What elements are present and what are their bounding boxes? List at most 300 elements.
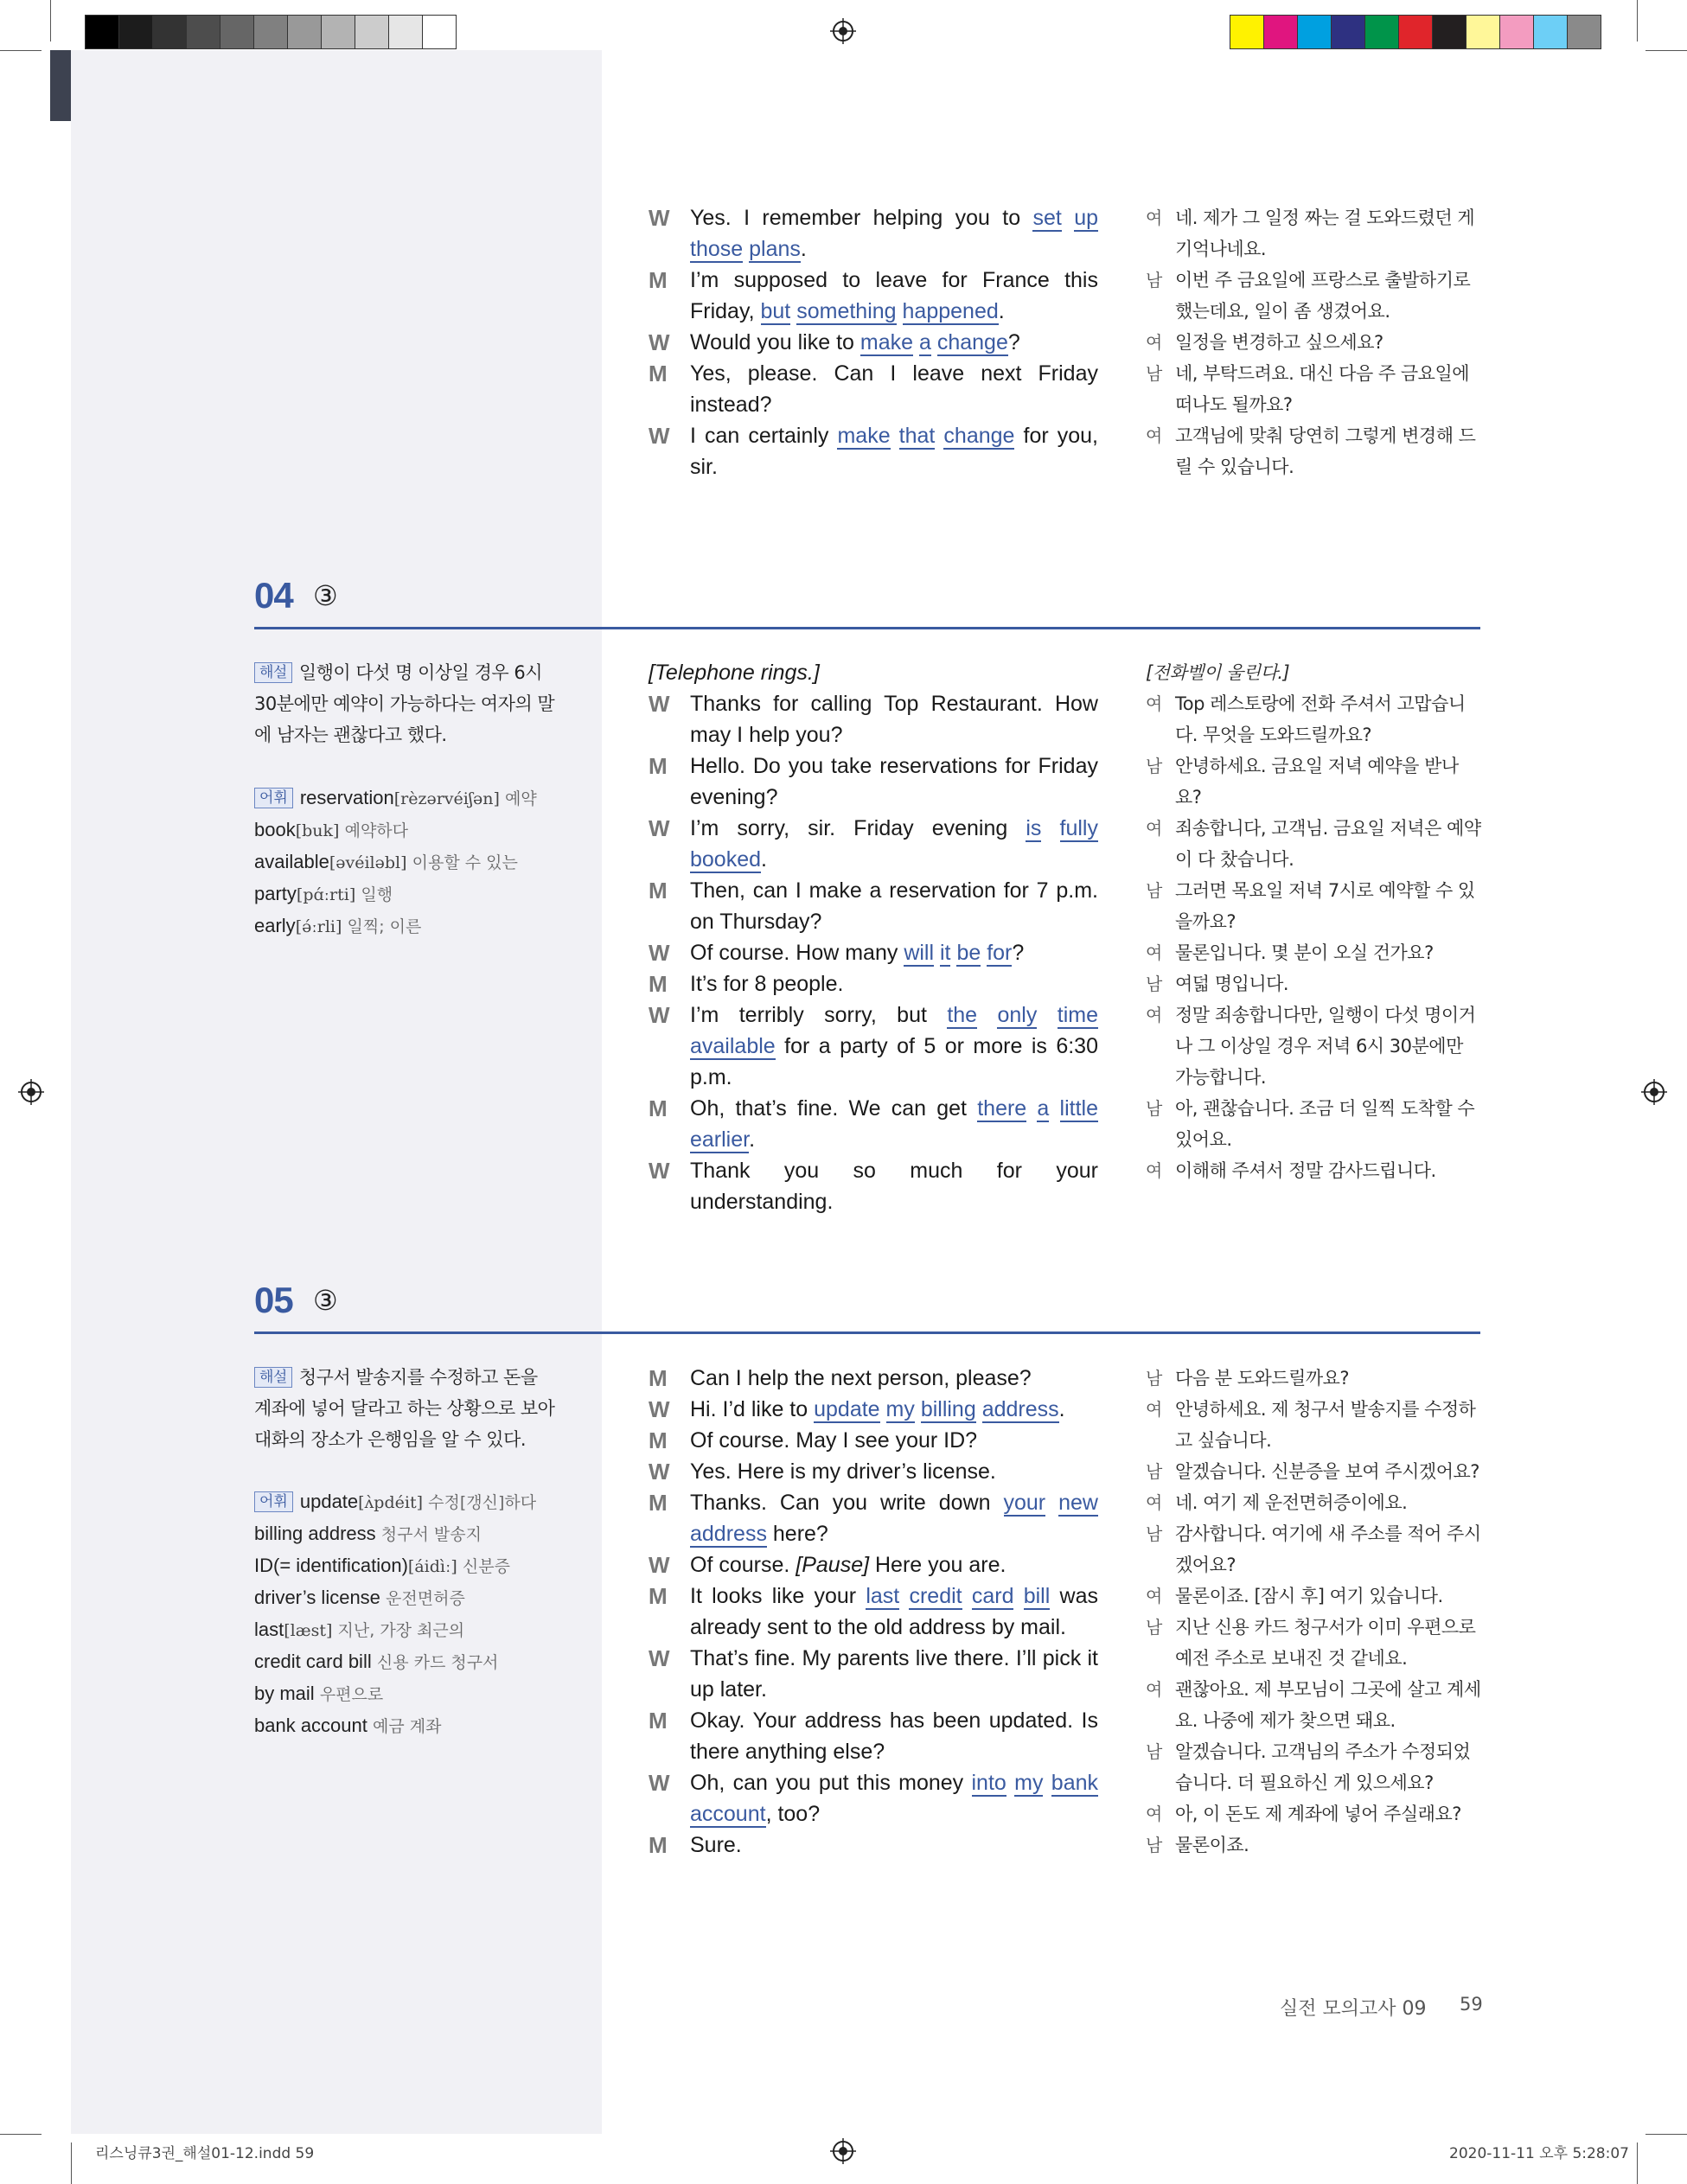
- dictation-blank: that: [898, 424, 936, 448]
- translation-line: [1146, 688, 1483, 750]
- dictation-blank: account: [690, 1802, 766, 1826]
- dialogue-05-english: [649, 1363, 1098, 1861]
- text-run: for a party of 5 or more is 6:30 p.m.: [690, 1034, 1098, 1089]
- text-run: I’m sorry, sir. Friday evening: [690, 816, 1026, 840]
- speaker-label: M: [649, 1095, 668, 1121]
- text-run: [1026, 1096, 1037, 1121]
- speaker-label-korean: 여: [1146, 1492, 1162, 1513]
- speaker-label: W: [649, 815, 670, 841]
- text-run: [1013, 1584, 1023, 1608]
- dialogue-text: [690, 202, 1098, 265]
- dialogue-text: [690, 1705, 1098, 1767]
- text-run: That’s fine. My parents live there. I’ll pick it up later.: [690, 1646, 1098, 1702]
- vocab-word: available: [254, 851, 329, 872]
- section-number: 05: [254, 1280, 293, 1320]
- dialogue-line: [649, 688, 1098, 750]
- translation-line: [1146, 420, 1483, 482]
- dialogue-line: [649, 875, 1098, 937]
- dialogue-text: [690, 968, 1098, 999]
- vocab-phonetic: [pɑ́ːrti]: [296, 885, 356, 904]
- translation-text: 여덟 명입니다.: [1175, 974, 1289, 994]
- vocab-word: ID(= identification): [254, 1555, 408, 1576]
- speaker-label-korean: 여: [1146, 942, 1162, 963]
- vocab-meaning: 신용 카드 청구서: [376, 1653, 499, 1672]
- section-divider: [254, 627, 1480, 629]
- crop-mark: [1637, 0, 1638, 42]
- vocab-word: reservation: [299, 787, 394, 808]
- translation-line: [1146, 202, 1483, 265]
- dialogue-text: [690, 1830, 1098, 1861]
- text-run: [931, 330, 937, 354]
- dictation-blank: new: [1058, 1491, 1098, 1515]
- dialogue-text: [690, 688, 1098, 750]
- translation-line: [1146, 1674, 1483, 1736]
- crop-mark: [0, 50, 42, 51]
- translation-text: 안녕하세요. 금요일 저녁 예약을 받나요?: [1175, 756, 1459, 808]
- speaker-label-korean: 남: [1146, 363, 1162, 384]
- vocab-item: [254, 1646, 583, 1678]
- speaker-label: M: [649, 1583, 668, 1609]
- text-run: , too?: [765, 1802, 821, 1826]
- dialogue-text: [690, 1581, 1098, 1643]
- color-swatch: [1534, 16, 1568, 48]
- speaker-label-korean: 여: [1146, 693, 1162, 714]
- dialogue-05-korean: [1146, 1363, 1483, 1861]
- text-run: [897, 299, 903, 323]
- speaker-label: W: [649, 1552, 670, 1578]
- text-run: Yes. Here is my driver’s license.: [690, 1459, 996, 1484]
- vocab-item: [254, 1486, 583, 1518]
- color-swatch: [254, 16, 288, 48]
- text-run: Here you are.: [869, 1553, 1006, 1577]
- explanation-block: [254, 657, 557, 750]
- dictation-blank: update: [814, 1397, 880, 1421]
- dialogue-text: [690, 750, 1098, 813]
- dictation-blank: something: [796, 299, 897, 323]
- color-swatch: [119, 16, 153, 48]
- dictation-blank: little: [1059, 1096, 1099, 1121]
- text-run: [915, 1397, 921, 1421]
- dictation-blank: will: [904, 941, 935, 965]
- vocabulary-tag: 어휘: [254, 788, 293, 808]
- translation-line: [1146, 937, 1483, 968]
- dictation-blank: be: [956, 941, 981, 965]
- vocab-item: [254, 1582, 583, 1614]
- text-run: was already sent to the old address by mail.: [690, 1584, 1098, 1639]
- vocab-phonetic: [ə́ːrli]: [295, 917, 342, 936]
- vocabulary-list: [254, 1486, 583, 1742]
- color-swatch: [288, 16, 322, 48]
- dictation-blank: those: [690, 237, 744, 261]
- vocab-word: early: [254, 915, 296, 936]
- dictation-blank: billing: [920, 1397, 976, 1421]
- dialogue-line: [649, 1394, 1098, 1425]
- vocab-word: by mail: [254, 1683, 315, 1704]
- dictation-blank: last: [866, 1584, 900, 1608]
- color-swatch: [1568, 16, 1601, 48]
- dialogue-line: [649, 968, 1098, 999]
- running-footer-title: 실전 모의고사 09: [1280, 1998, 1427, 2020]
- speaker-label-korean: 남: [1146, 1523, 1162, 1544]
- color-swatch: [1298, 16, 1332, 48]
- section-number: 04: [254, 575, 293, 616]
- text-run: [1049, 1096, 1059, 1121]
- speaker-label: M: [649, 1490, 668, 1516]
- vocab-item: [254, 846, 566, 878]
- text-run: I can certainly: [690, 424, 838, 448]
- vocab-phonetic: [áidìː]: [407, 1557, 457, 1576]
- print-timestamp: 2020-11-11 오후 5:28:07: [1449, 2145, 1629, 2162]
- section-divider: [254, 1331, 1480, 1334]
- speaker-label-korean: 여: [1146, 208, 1162, 228]
- dictation-blank: there: [977, 1096, 1027, 1121]
- speaker-label: W: [649, 1645, 670, 1671]
- speaker-label-korean: 여: [1146, 1160, 1162, 1181]
- speaker-label: W: [649, 205, 670, 231]
- speaker-label-korean: 남: [1146, 270, 1162, 291]
- dialogue-line: [649, 750, 1098, 813]
- dictation-blank: your: [1003, 1491, 1046, 1515]
- speaker-label-korean: 여: [1146, 1399, 1162, 1420]
- vocab-phonetic: [ʌ̀pdéit]: [358, 1493, 423, 1512]
- dialogue-04-korean: [1146, 657, 1483, 1186]
- translation-line: [1146, 813, 1483, 875]
- translation-text: 고객님에 맞춰 당연히 그렇게 변경해 드릴 수 있습니다.: [1175, 425, 1476, 477]
- dictation-blank: a: [1037, 1096, 1050, 1121]
- vocab-meaning: 예약: [505, 789, 537, 808]
- stage-direction: [Pause]: [796, 1553, 870, 1577]
- left-gray-panel: [71, 50, 602, 2134]
- explanation-text: 청구서 발송지를 수정하고 돈을 계좌에 넣어 달라고 하는 상황으로 보아 대화의 장소가 은행임을 알 수 있다.: [254, 1367, 555, 1450]
- dialogue-text: [690, 358, 1098, 420]
- vocab-word: update: [299, 1491, 359, 1512]
- speaker-label-korean: 남: [1146, 974, 1162, 994]
- speaker-label-korean: 남: [1146, 756, 1162, 776]
- vocab-meaning: 청구서 발송지: [380, 1525, 482, 1544]
- speaker-label-korean: 여: [1146, 1005, 1162, 1025]
- process-color-bar: [1230, 15, 1601, 49]
- translation-text: 네. 제가 그 일정 짜는 걸 도와드렸던 게 기억나네요.: [1175, 208, 1475, 259]
- dialogue-text: [690, 265, 1098, 327]
- translation-line: [1146, 327, 1483, 358]
- color-swatch: [1399, 16, 1433, 48]
- dialogue-text: [690, 1767, 1098, 1830]
- file-slug: 리스닝큐3권_해설01-12.indd 59: [95, 2145, 315, 2162]
- text-run: [1006, 1771, 1014, 1795]
- text-run: Yes. I remember helping you to: [690, 206, 1033, 230]
- dictation-blank: bank: [1051, 1771, 1099, 1795]
- vocab-meaning: 예약하다: [344, 821, 409, 840]
- speaker-label-korean: 남: [1146, 1098, 1162, 1119]
- color-swatch: [389, 16, 423, 48]
- dictation-blank: bill: [1023, 1584, 1051, 1608]
- translation-line: [1146, 1155, 1483, 1186]
- text-run: Would you like to: [690, 330, 860, 354]
- text-run: .: [761, 847, 767, 872]
- text-run: [899, 1584, 909, 1608]
- dialogue-text: [690, 1487, 1098, 1549]
- vocab-meaning: 운전면허증: [386, 1589, 465, 1608]
- dictation-blank: but: [760, 299, 791, 323]
- dialogue-text: [690, 813, 1098, 875]
- vocab-meaning: 신분증: [462, 1557, 510, 1576]
- dialogue-line: [649, 1830, 1098, 1861]
- dictation-blank: make: [837, 424, 891, 448]
- top-dialogue-korean: [1146, 202, 1483, 482]
- dictation-blank: up: [1074, 206, 1098, 230]
- translation-text: Top 레스토랑에 전화 주셔서 고맙습니다. 무엇을 도와드릴까요?: [1175, 693, 1466, 745]
- dialogue-line: [649, 1643, 1098, 1705]
- translation-text: 괜찮아요. 제 부모님이 그곳에 살고 계세요. 나중에 제가 찾으면 돼요.: [1175, 1679, 1481, 1731]
- dialogue-line: [649, 202, 1098, 265]
- bleed-tab: [50, 50, 71, 121]
- translation-line: [1146, 1830, 1483, 1861]
- translation-text: 물론이죠. [잠시 후] 여기 있습니다.: [1175, 1586, 1443, 1606]
- dialogue-line: [649, 1425, 1098, 1456]
- translation-line: [1146, 1456, 1483, 1487]
- translation-line: [1146, 358, 1483, 420]
- dialogue-04-english: [649, 657, 1098, 1217]
- speaker-label-korean: 여: [1146, 1586, 1162, 1606]
- vocab-word: driver’s license: [254, 1587, 380, 1608]
- text-run: Thank you so much for your understanding.: [690, 1159, 1098, 1214]
- explanation-tag: 해설: [254, 662, 292, 683]
- text-run: Yes, please. Can I leave next Friday instead?: [690, 361, 1098, 417]
- dictation-blank: it: [939, 941, 951, 965]
- explanation-tag: 해설: [254, 1367, 292, 1388]
- text-run: Hello. Do you take reservations for Friday evening?: [690, 754, 1098, 809]
- dialogue-line: [649, 327, 1098, 358]
- dictation-blank: for: [987, 941, 1013, 965]
- crop-mark: [71, 2142, 72, 2184]
- translation-text: 알겠습니다. 고객님의 주소가 수정되었습니다. 더 필요하신 게 있으세요?: [1175, 1741, 1471, 1793]
- dictation-blank: is: [1026, 816, 1042, 840]
- text-run: I’m terribly sorry, but: [690, 1003, 948, 1027]
- speaker-label: W: [649, 691, 670, 717]
- speaker-label-korean: 남: [1146, 1835, 1162, 1855]
- vocabulary-tag: 어휘: [254, 1491, 293, 1512]
- translation-text: 다음 분 도와드릴까요?: [1175, 1368, 1350, 1389]
- crop-mark: [1645, 50, 1687, 51]
- text-run: Of course. May I see your ID?: [690, 1428, 978, 1453]
- speaker-label-korean: 남: [1146, 1368, 1162, 1389]
- crop-mark: [0, 2134, 42, 2135]
- speaker-label: W: [649, 1002, 670, 1028]
- translation-text: 네. 여기 제 운전면허증이에요.: [1175, 1492, 1408, 1513]
- speaker-label: M: [649, 267, 668, 293]
- dictation-blank: booked: [690, 847, 762, 872]
- text-run: .: [800, 237, 807, 261]
- text-run: I’m supposed to leave for France this Friday,: [690, 268, 1098, 323]
- section-answer: ③: [313, 1285, 338, 1316]
- dictation-blank: my: [1014, 1771, 1044, 1795]
- color-swatch: [86, 16, 119, 48]
- speaker-label: M: [649, 1708, 668, 1734]
- text-run: Okay. Your address has been updated. Is there anything else?: [690, 1708, 1098, 1764]
- dialogue-line: [649, 813, 1098, 875]
- translation-text: 죄송합니다, 고객님. 금요일 저녁은 예약이 다 찼습니다.: [1175, 818, 1481, 870]
- text-run: [880, 1397, 886, 1421]
- text-run: Oh, that’s fine. We can get: [690, 1096, 978, 1121]
- dialogue-text: [690, 420, 1098, 482]
- dictation-blank: earlier: [690, 1127, 750, 1152]
- dictation-blank: plans: [749, 237, 801, 261]
- dialogue-line: [649, 1487, 1098, 1549]
- vocab-meaning: 우편으로: [319, 1685, 384, 1704]
- translation-line: [1146, 1798, 1483, 1830]
- speaker-label: W: [649, 329, 670, 355]
- speaker-label-korean: 여: [1146, 818, 1162, 839]
- dictation-blank: my: [885, 1397, 915, 1421]
- speaker-label: M: [649, 1365, 668, 1391]
- dialogue-line: [649, 1456, 1098, 1487]
- color-swatch: [423, 16, 456, 48]
- speaker-label-korean: 남: [1146, 1617, 1162, 1638]
- color-swatch: [153, 16, 187, 48]
- speaker-label: W: [649, 1158, 670, 1184]
- text-run: It’s for 8 people.: [690, 972, 844, 996]
- translation-text: 그러면 목요일 저녁 7시로 예약할 수 있을까요?: [1175, 880, 1475, 932]
- dictation-blank: into: [971, 1771, 1006, 1795]
- dialogue-line: [649, 1549, 1098, 1581]
- dictation-blank: card: [971, 1584, 1014, 1608]
- translation-text: 네, 부탁드려요. 대신 다음 주 금요일에 떠나도 될까요?: [1175, 363, 1470, 415]
- dictation-blank: happened: [902, 299, 999, 323]
- speaker-label: M: [649, 1832, 668, 1858]
- color-swatch: [1365, 16, 1399, 48]
- translation-line: [1146, 1736, 1483, 1798]
- color-swatch: [1332, 16, 1365, 48]
- crop-mark: [1637, 2142, 1638, 2184]
- dictation-blank: time: [1057, 1003, 1098, 1027]
- dialogue-text: [690, 1456, 1098, 1487]
- vocab-item: [254, 1550, 583, 1582]
- vocab-word: book: [254, 819, 296, 840]
- dictation-blank: available: [690, 1034, 776, 1058]
- vocab-phonetic: [rèzərvéiʃən]: [393, 789, 500, 808]
- vocab-item: [254, 910, 566, 942]
- vocab-word: last: [254, 1619, 284, 1640]
- translation-text: 아, 이 돈도 제 계좌에 넣어 주실래요?: [1175, 1804, 1461, 1824]
- registration-mark-icon: [18, 1079, 44, 1105]
- vocab-word: party: [254, 883, 297, 904]
- dictation-blank: make: [859, 330, 914, 354]
- vocab-item: [254, 1710, 583, 1742]
- section-answer: ③: [313, 580, 338, 611]
- translation-text: 아, 괜찮습니다. 조금 더 일찍 도착할 수 있어요.: [1175, 1098, 1475, 1150]
- dictation-blank: change: [943, 424, 1015, 448]
- explanation-block: [254, 1362, 557, 1455]
- dialogue-line: [649, 1093, 1098, 1155]
- translation-line: [1146, 1394, 1483, 1456]
- dialogue-line: [649, 1581, 1098, 1643]
- text-run: ?: [1012, 941, 1025, 965]
- vocab-phonetic: [əvéiləbl]: [329, 853, 407, 872]
- text-run: here?: [766, 1522, 828, 1546]
- dictation-blank: change: [936, 330, 1008, 354]
- dialogue-line: [649, 999, 1098, 1093]
- dictation-blank: set: [1032, 206, 1062, 230]
- text-run: [962, 1584, 972, 1608]
- crop-mark: [1645, 2134, 1687, 2135]
- dialogue-line: [649, 265, 1098, 327]
- vocab-meaning: 수정[갱신]하다: [428, 1493, 537, 1512]
- vocab-meaning: 일찍; 이른: [347, 917, 422, 936]
- translation-text: 이해해 주셔서 정말 감사드립니다.: [1175, 1160, 1436, 1181]
- vocab-meaning: 이용할 수 있는: [412, 853, 518, 872]
- translation-line: [1146, 875, 1483, 937]
- text-run: [891, 424, 899, 448]
- translation-text: 알겠습니다. 신분증을 보여 주시겠어요?: [1175, 1461, 1479, 1482]
- text-run: Of course. How many: [690, 941, 904, 965]
- dictation-blank: credit: [909, 1584, 962, 1608]
- speaker-label: W: [649, 1770, 670, 1796]
- translation-line: [1146, 750, 1483, 813]
- dialogue-text: [690, 1394, 1098, 1425]
- stage-direction-korean: [전화벨이 울린다.]: [1146, 662, 1290, 683]
- stage-direction: [Telephone rings.]: [649, 661, 820, 685]
- dialogue-line: [649, 1705, 1098, 1767]
- registration-mark-icon: [830, 18, 856, 44]
- translation-text: 정말 죄송합니다만, 일행이 다섯 명이거나 그 이상일 경우 저녁 6시 30분에만 가능합니다.: [1175, 1005, 1476, 1088]
- speaker-label: W: [649, 423, 670, 449]
- dialogue-line: [649, 1155, 1098, 1217]
- translation-text: 감사합니다. 여기에 새 주소를 적어 주시겠어요?: [1175, 1523, 1481, 1575]
- vocab-item: [254, 878, 566, 910]
- dialogue-text: [690, 327, 1098, 358]
- text-run: It looks like your: [690, 1584, 866, 1608]
- dialogue-text: [690, 999, 1098, 1093]
- text-run: Of course.: [690, 1553, 796, 1577]
- dictation-blank: a: [918, 330, 931, 354]
- speaker-label-korean: 남: [1146, 880, 1162, 901]
- text-run: Can I help the next person, please?: [690, 1366, 1032, 1390]
- text-run: Then, can I make a reservation for 7 p.m. on Thursday?: [690, 878, 1098, 934]
- text-run: [1037, 1003, 1057, 1027]
- text-run: [1043, 1771, 1051, 1795]
- color-swatch: [1467, 16, 1500, 48]
- text-run: [977, 1003, 997, 1027]
- vocab-item: [254, 1518, 583, 1550]
- translation-line: [1146, 1363, 1483, 1394]
- dialogue-text: [690, 937, 1098, 968]
- vocab-item: [254, 1678, 583, 1710]
- translation-text: 일정을 변경하고 싶으세요?: [1175, 332, 1383, 353]
- color-swatch: [1500, 16, 1534, 48]
- dialogue-line: [649, 1767, 1098, 1830]
- translation-line: [1146, 999, 1483, 1093]
- dictation-blank: the: [947, 1003, 978, 1027]
- dialogue-text: [690, 875, 1098, 937]
- vocab-meaning: 예금 계좌: [373, 1717, 442, 1736]
- text-run: [1062, 206, 1074, 230]
- speaker-label: M: [649, 878, 668, 904]
- dictation-blank: address: [981, 1397, 1059, 1421]
- dialogue-line: [649, 420, 1098, 482]
- translation-line: [1146, 1581, 1483, 1612]
- text-run: Oh, can you put this money: [690, 1771, 972, 1795]
- translation-text: 물론입니다. 몇 분이 오실 건가요?: [1175, 942, 1434, 963]
- speaker-label-korean: 여: [1146, 425, 1162, 446]
- color-swatch: [187, 16, 220, 48]
- crop-mark: [50, 0, 51, 42]
- text-run: Thanks. Can you write down: [690, 1491, 1004, 1515]
- color-swatch: [1230, 16, 1264, 48]
- grayscale-color-bar: [85, 15, 457, 49]
- vocab-word: billing address: [254, 1523, 376, 1544]
- speaker-label-korean: 여: [1146, 1804, 1162, 1824]
- vocab-word: bank account: [254, 1715, 367, 1736]
